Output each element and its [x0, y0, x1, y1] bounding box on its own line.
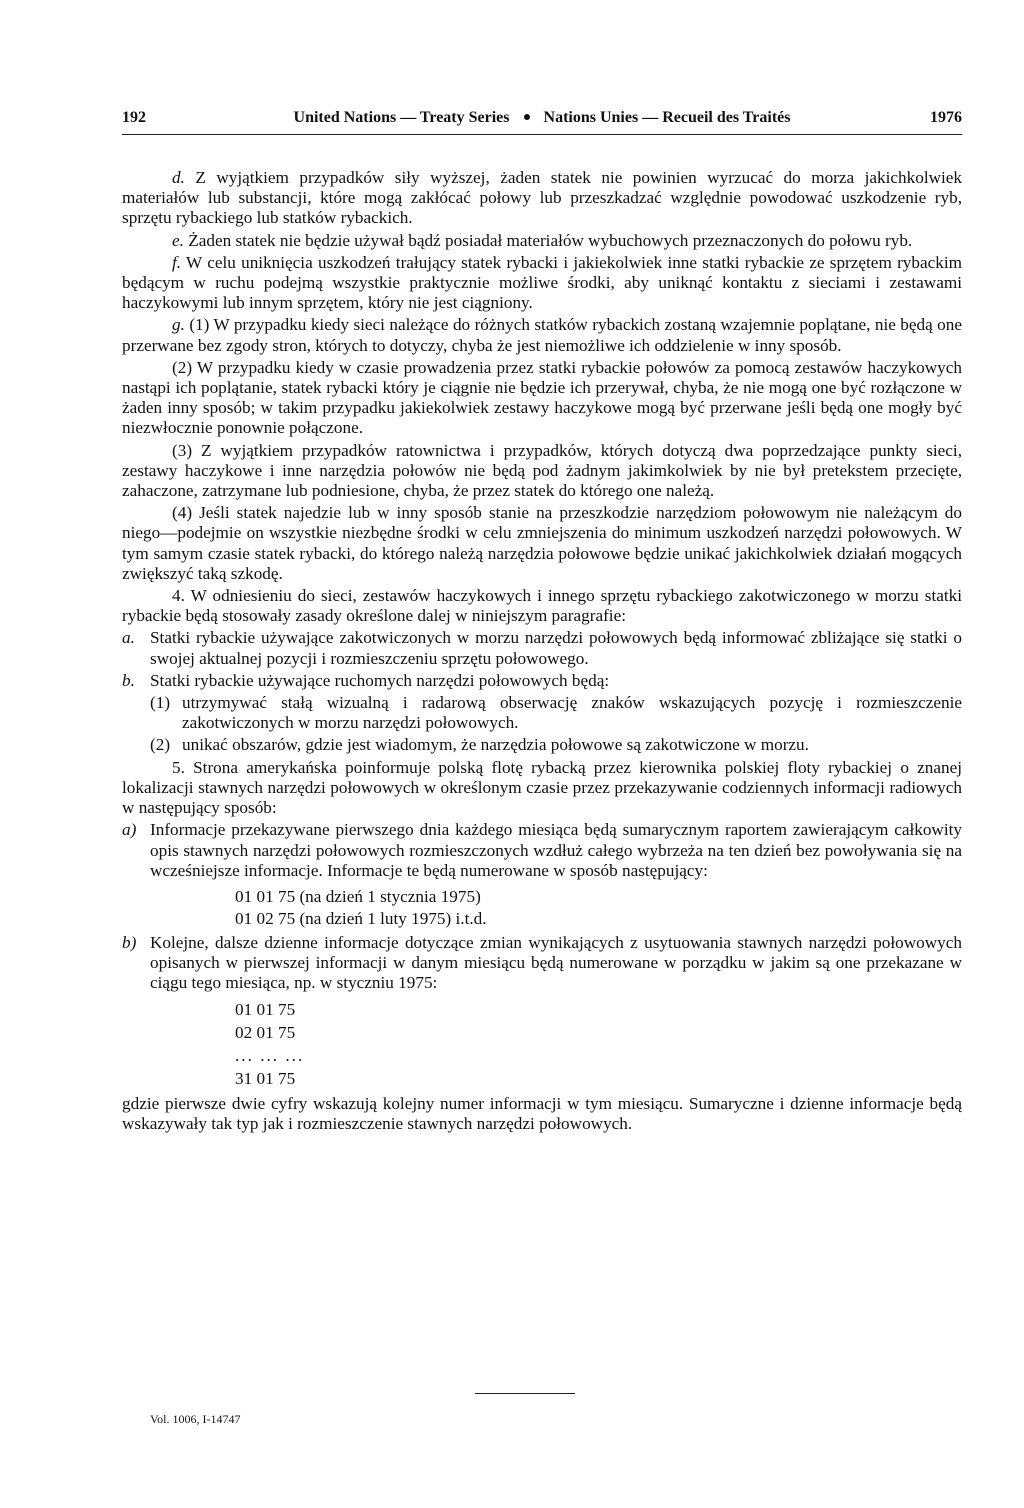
paragraph-label: e.	[172, 230, 184, 250]
running-header	[122, 104, 962, 135]
list-item-text: Statki rybackie używające zakotwiczonych w morzu narzędzi połowowych będą informować zbliżające się statki o swojej aktualnej pozycji i rozmieszczeniu sprzętu połowowego.	[150, 628, 962, 668]
document-body	[122, 168, 962, 1136]
paragraph-g4: (4) Jeśli statek najedzie lub w inny sposób stanie na przeszkodzie narzędziom połowowym nie należącym do niego—podejmie on wszystkie niezbędne środki w celu zmniejszenia do minimum uszkodzeń narzędzi połowowych. W tym samym czasie statek rybacki, do którego należą narzędzia połowowe będzie unikać jakichkolwiek działań mogących zwiększyć taką szkodę.	[122, 503, 962, 583]
list-item-a	[122, 628, 962, 668]
numbering-example	[235, 1000, 962, 1092]
paragraph-label: d.	[172, 168, 185, 187]
paragraph-label: f.	[172, 252, 182, 272]
header-year: 1976	[930, 109, 962, 126]
paragraph-f	[122, 253, 962, 314]
paragraph-g2: (2) W przypadku kiedy w czasie prowadzenia przez statki rybackie połowów za pomocą zestawów haczykowych nastąpi ich poplątanie, statek rybacki który je ciągnie nie będzie ich przerywał, chyba, że nie mogą one być rozłączone w żaden inny sposób; w takim przypadku jakiekolwiek zestawy haczykowe mogą być przerwane jeśli będą one mogły być niezwłocznie ponownie połączone.	[122, 357, 962, 438]
paragraph-text: Z wyjątkiem przypadków siły wyższej, żaden statek nie powinien wyrzucać do morza jakichkolwiek materiałów lub substancji, które mogą zakłócać połowy lub przeszkadzać względnie powodować uszkodzenie ryb, sprzętu rybackiego lub statków rybackich.	[122, 168, 962, 228]
list-item-text: Kolejne, dalsze dzienne informacje dotyczące zmian wynikających z usytuowania stawnych narzędzi połowowych opisanych w pierwszej informacji w danym miesiącu będą numerowane w porządku w jakim są one przekazane w ciągu tego miesiąca, np. w styczniu 1975:	[150, 932, 962, 993]
ellipsis-line: ... ... ...	[235, 1045, 305, 1065]
list-item-pa	[122, 820, 962, 931]
list-item-b2	[150, 735, 962, 755]
paragraph-5: 5. Strona amerykańska poinformuje polską flotę rybacką przez kierownika polskiej floty rybackiej o znanej lokalizacji stawnych narzędzi połowowych w określonym czasie przez przekazywanie codziennych informacji radiowych w następujący sposób:	[122, 757, 962, 818]
series-title	[122, 109, 962, 127]
list-item-label: a)	[122, 820, 137, 840]
list-item-text: Informacje przekazywane pierwszego dnia każdego miesiąca będą sumarycznym raportem zawierającym całkowity opis stawnych narzędzi połowowych rozmieszczonych wzdłuż całego wybrzeża na ten dzień bez powoływania się na wcześniejsze informacje. Informacje te będą numerowane w sposób następujący:	[150, 820, 962, 880]
list-item-label: b)	[122, 932, 137, 952]
paragraph-d	[122, 168, 962, 229]
list-item-b1	[150, 693, 962, 733]
closing-paragraph: gdzie pierwsze dwie cyfry wskazują kolejny numer informacji w tym miesiącu. Sumaryczne i dzienne informacje będą wskazywały tak typ jak i rozmieszczenie stawnych narzędzi połowowych.	[122, 1093, 962, 1133]
code-line: 01 02 75 (na dzień 1 luty 1975) i.t.d.	[235, 908, 487, 928]
code-line: 31 01 75	[235, 1068, 296, 1088]
bullet-icon	[524, 114, 530, 120]
paragraph-4: 4. W odniesieniu do sieci, zestawów haczykowych i innego sprzętu rybackiego zakotwiczonego w morzu statki rybackie będą stosowały zasady określone dalej w niniejszym paragrafie:	[122, 586, 962, 626]
paragraph-label: g.	[172, 315, 185, 335]
list-item-label: b.	[122, 670, 135, 690]
paragraph-g3: (3) Z wyjątkiem przypadków ratownictwa i przypadków, których dotyczą dwa poprzedzające punkty sieci, zestawy haczykowe i inne narzędzia połowów nie będą pod żadnym jakimkolwiek by nie był pretekstem przecięte, zahaczone, zatrzymane lub podniesione, chyba, że przez statek do którego one należą.	[122, 440, 962, 501]
list-item-text: utrzymywać stałą wizualną i radarową obserwację znaków wskazujących pozycję i rozmieszczenie zakotwiczonych w morzu narzędzi połowowych.	[182, 693, 962, 733]
list-item-pb	[122, 933, 962, 1092]
list-item-label: (1)	[150, 693, 171, 713]
list-item-label: (2)	[150, 735, 171, 755]
series-title-fr: Nations Unies — Recueil des Traités	[543, 109, 791, 126]
section-divider	[475, 1393, 575, 1394]
list-item-b	[122, 671, 962, 691]
code-line: 01 01 75	[235, 999, 296, 1019]
list-item-text: unikać obszarów, gdzie jest wiadomym, że narzędzia połowowe są zakotwiczone w morzu.	[182, 735, 809, 755]
paragraph-text: (1) W przypadku kiedy sieci należące do różnych statków rybackich zostaną wzajemnie poplątane, nie będą one przerwane bez zgody stron, których to dotyczy, chyba że jest niemożliwe ich oddzielenie w inny sposób.	[122, 315, 962, 355]
list-item-text: Statki rybackie używające ruchomych narzędzi połowowych będą:	[150, 670, 610, 690]
list-item-label: a.	[122, 628, 135, 648]
paragraph-e	[122, 231, 962, 251]
page-number: 192	[122, 109, 146, 126]
paragraph-text: W celu uniknięcia uszkodzeń trałujący statek rybacki i jakiekolwiek inne statki rybackie ze sprzętem rybackim będącym w ruchu podejmą wszystkie praktycznie możliwe środki, aby uniknąć kontaktu z sieciami i zestawami haczykowymi lub innym sprzętem, który nie jest ciągniony.	[122, 252, 962, 313]
code-line: 01 01 75 (na dzień 1 stycznia 1975)	[235, 886, 481, 906]
volume-reference: Vol. 1006, I-14747	[150, 1412, 241, 1426]
paragraph-g1	[122, 315, 962, 355]
series-title-en: United Nations — Treaty Series	[293, 109, 510, 126]
code-line: 02 01 75	[235, 1022, 296, 1042]
paragraph-text: Żaden statek nie będzie używał bądź posiadał materiałów wybuchowych przeznaczonych do połowu ryb.	[188, 230, 913, 250]
numbering-example	[235, 887, 962, 931]
